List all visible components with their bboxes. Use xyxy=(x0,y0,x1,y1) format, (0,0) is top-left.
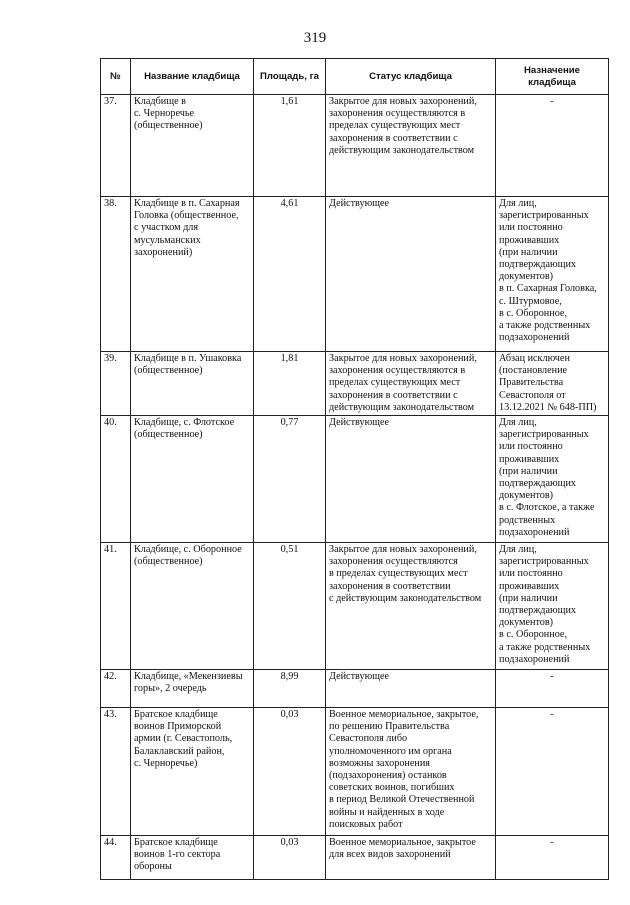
cemetery-name: Кладбище, с. Флотское (общественное) xyxy=(131,416,254,543)
cemetery-area: 0,51 xyxy=(254,543,326,670)
cemetery-purpose: - xyxy=(496,708,609,836)
table-row xyxy=(101,670,609,708)
row-number: 40. xyxy=(101,416,131,543)
row-number: 44. xyxy=(101,836,131,880)
cemetery-name: Братское кладбище воинов 1-го сектора обороны xyxy=(131,836,254,880)
cemetery-status: Военное мемориальное, закрытое, по решению Правительства Севастополя либо уполномоченного им органа возможны захоронения (подзахоронения) останков советских воинов, погибших в период Великой Отечественной войны и найденных в ходе поисковых работ xyxy=(326,708,496,836)
table-row xyxy=(101,352,609,416)
cemetery-name: Братское кладбище воинов Приморской армии (г. Севастополь, Балаклавский район, с. Черноречье) xyxy=(131,708,254,836)
cemetery-status: Закрытое для новых захоронений, захоронения осуществляются в пределах существующих мест захоронения в соответствии с действующим законодательством xyxy=(326,543,496,670)
header-number: № xyxy=(101,59,131,95)
cemetery-purpose: Для лиц, зарегистрированных или постоянно проживавших (при наличии подтверждающих документов) в с. Флотское, а также родственных подзахоронений xyxy=(496,416,609,543)
header-purpose: Назначение кладбища xyxy=(496,59,609,95)
cemetery-area: 0,03 xyxy=(254,708,326,836)
cemetery-name: Кладбище в с. Черноречье (общественное) xyxy=(131,95,254,197)
table-row xyxy=(101,95,609,197)
cemetery-status: Действующее xyxy=(326,197,496,352)
row-number: 38. xyxy=(101,197,131,352)
cemetery-name: Кладбище, «Мекензиевы горы», 2 очередь xyxy=(131,670,254,708)
header-name: Название кладбища xyxy=(131,59,254,95)
header-status: Статус кладбища xyxy=(326,59,496,95)
cemetery-purpose: Для лиц, зарегистрированных или постоянно проживавших (при наличии подтверждающих документов) в с. Оборонное, а также родственных подзахоронений xyxy=(496,543,609,670)
row-number: 37. xyxy=(101,95,131,197)
cemetery-name: Кладбище, с. Оборонное (общественное) xyxy=(131,543,254,670)
cemetery-area: 0,03 xyxy=(254,836,326,880)
cemetery-area: 0,77 xyxy=(254,416,326,543)
page-number: 319 xyxy=(303,30,327,46)
cemetery-status: Закрытое для новых захоронений, захоронения осуществляются в пределах существующих мест захоронения в соответствии с действующим законодательством xyxy=(326,352,496,416)
row-number: 42. xyxy=(101,670,131,708)
cemetery-status: Военное мемориальное, закрытое для всех видов захоронений xyxy=(326,836,496,880)
cemetery-area: 8,99 xyxy=(254,670,326,708)
cemetery-purpose: - xyxy=(496,95,609,197)
cemetery-name: Кладбище в п. Ушаковка (общественное) xyxy=(131,352,254,416)
table-header-row xyxy=(101,59,609,95)
cemetery-purpose: Для лиц, зарегистрированных или постоянно проживавших (при наличии подтверждающих документов) в п. Сахарная Головка, с. Штурмовое, в с. Оборонное, а также родственных подзахоронений xyxy=(496,197,609,352)
cemetery-table xyxy=(100,58,609,880)
cemetery-area: 1,81 xyxy=(254,352,326,416)
cemetery-area: 1,61 xyxy=(254,95,326,197)
cemetery-status: Закрытое для новых захоронений, захоронения осуществляются в пределах существующих мест захоронения в соответствии с действующим законодательством xyxy=(326,95,496,197)
cemetery-area: 4,61 xyxy=(254,197,326,352)
table-row xyxy=(101,543,609,670)
cemetery-name: Кладбище в п. Сахарная Головка (общественное, с участком для мусульманских захоронений) xyxy=(131,197,254,352)
table-row xyxy=(101,197,609,352)
cemetery-status: Действующее xyxy=(326,416,496,543)
table-row xyxy=(101,708,609,836)
cemetery-purpose: - xyxy=(496,670,609,708)
row-number: 43. xyxy=(101,708,131,836)
cemetery-status: Действующее xyxy=(326,670,496,708)
table-row xyxy=(101,836,609,880)
cemetery-purpose: Абзац исключен (постановление Правительства Севастополя от 13.12.2021 № 648-ПП) xyxy=(496,352,609,416)
table-row xyxy=(101,416,609,543)
cemetery-purpose: - xyxy=(496,836,609,880)
header-area: Площадь, га xyxy=(254,59,326,95)
row-number: 39. xyxy=(101,352,131,416)
row-number: 41. xyxy=(101,543,131,670)
